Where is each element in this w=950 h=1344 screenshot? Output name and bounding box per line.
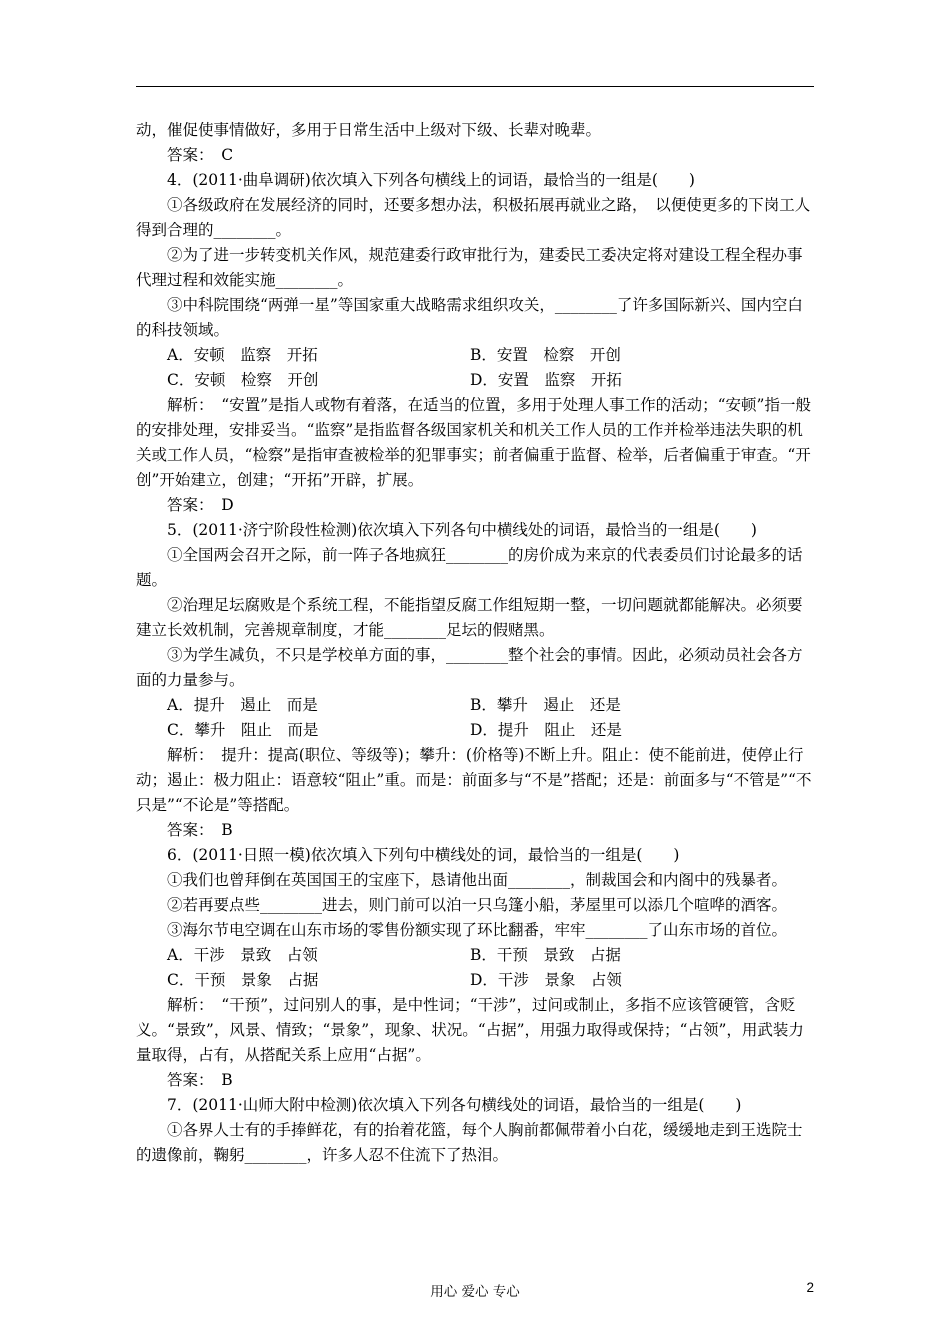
question-5-sentence-2: ②治理足坛腐败是个系统工程，不能指望反腐工作组短期一整，一切问题就都能解决。必须要建立长效机制，完善规章制度，才能________足坛的假赌黑。: [136, 596, 803, 639]
option-b: B．干预 景致 占据: [470, 946, 621, 964]
continuation-text: 动，催促使事情做好，多用于日常生活中上级对下级、长辈对晚辈。: [136, 121, 602, 139]
option-a: A．提升 遏止 而是: [167, 696, 318, 714]
page-footer: [0, 1280, 950, 1300]
question-6-analysis: 解析： “干预”，过问别人的事，是中性词；“干涉”，过问或制止，多指不应该管硬管，含贬义。“景致”，风景、情致；“景象”，现象、状况。“占据”，用强力取得或保持；“占领”，用武装力量取得，占有，从搭配关系上应用“占据”。: [136, 996, 804, 1064]
option-c: C．安顿 检察 开创: [167, 371, 319, 389]
question-5-sentence-3: ③为学生减负，不只是学校单方面的事，________整个社会的事情。因此，必须动员社会各方面的力量参与。: [136, 646, 803, 689]
option-c: C．攀升 阻止 而是: [167, 721, 319, 739]
footer-slogan: 用心 爱心 专心: [430, 1284, 520, 1300]
question-5-options-ab: [136, 693, 816, 718]
header-rule: [136, 86, 814, 87]
option-c: C．干预 景象 占据: [167, 971, 319, 989]
question-5-stem: 5．(2011·济宁阶段性检测)依次填入下列各句中横线处的词语，最恰当的一组是( ): [167, 521, 757, 539]
question-4-answer: 答案： D: [167, 496, 234, 514]
question-6-options-cd: [136, 968, 816, 993]
question-4-options-ab: [136, 343, 816, 368]
option-d: D．安置 监察 开拓: [470, 371, 622, 389]
question-6-sentence-2: ②若再要点些________进去，则门前可以泊一只乌篷小船，茅屋里可以添几个喧哗的酒客。: [167, 896, 788, 914]
question-4-options-cd: [136, 368, 816, 393]
question-6-sentence-1: ①我们也曾拜倒在英国国王的宝座下，恳请他出面________，制裁国会和内阁中的残暴者。: [167, 871, 788, 889]
option-b: B．攀升 遏止 还是: [470, 696, 621, 714]
page-number: 2: [806, 1280, 814, 1295]
answer: 答案： C: [167, 146, 234, 164]
document-body: [136, 118, 816, 1168]
question-6-sentence-3: ③海尔节电空调在山东市场的零售份额实现了环比翻番，牢牢________了山东市场的首位。: [167, 921, 788, 939]
question-5-options-cd: [136, 718, 816, 743]
question-6-stem: 6．(2011·日照一模)依次填入下列句中横线处的词，最恰当的一组是( ): [167, 846, 680, 864]
option-a: A．安顿 监察 开拓: [167, 346, 318, 364]
question-7-sentence-1: ①各界人士有的手捧鲜花，有的抬着花篮，每个人胸前都佩带着小白花，缓缓地走到王选院士的遗像前，鞠躬________，许多人忍不住流下了热泪。: [136, 1121, 803, 1164]
question-5-analysis: 解析： 提升：提高(职位、等级等)；攀升：(价格等)不断上升。阻止：使不能前进，使停止行动；遏止：极力阻止：语意较“阻止”重。而是：前面多与“不是”搭配；还是：前面多与“不管是”“不只是”“不论是”等搭配。: [136, 746, 812, 814]
question-4-sentence-2: ②为了进一步转变机关作风，规范建委行政审批行为，建委民工委决定将对建设工程全程办事代理过程和效能实施________。: [136, 246, 803, 289]
question-6-options-ab: [136, 943, 816, 968]
question-6-answer: 答案： B: [167, 1071, 233, 1089]
question-4-sentence-3: ③中科院围绕“两弹一星”等国家重大战略需求组织攻关，________了许多国际新兴、国内空白的科技领域。: [136, 296, 803, 339]
question-7-stem: 7．(2011·山师大附中检测)依次填入下列各句横线处的词语，最恰当的一组是( ): [167, 1096, 742, 1114]
question-4-stem: 4．(2011·曲阜调研)依次填入下列各句横线上的词语，最恰当的一组是( ): [167, 171, 695, 189]
option-a: A．干涉 景致 占领: [167, 946, 318, 964]
question-5-answer: 答案： B: [167, 821, 233, 839]
question-4-sentence-1: ①各级政府在发展经济的同时，还要多想办法，积极拓展再就业之路， 以便使更多的下岗工人得到合理的________。: [136, 196, 811, 239]
question-5-sentence-1: ①全国两会召开之际，前一阵子各地疯狂________的房价成为来京的代表委员们讨论最多的话题。: [136, 546, 803, 589]
option-d: D．提升 阻止 还是: [470, 721, 622, 739]
option-b: B．安置 检察 开创: [470, 346, 621, 364]
question-4-analysis: 解析： “安置”是指人或物有着落，在适当的位置，多用于处理人事工作的活动；“安顿”指一般的安排处理，安排妥当。“监察”是指监督各级国家机关和机关工作人员的工作并检举违法失职的机关或工作人员，“检察”是指审查被检举的犯罪事实；前者偏重于监督、检举，后者偏重于审查。“开创”开始建立，创建；“开拓”开辟，扩展。: [136, 396, 811, 489]
option-d: D．干涉 景象 占领: [470, 971, 622, 989]
